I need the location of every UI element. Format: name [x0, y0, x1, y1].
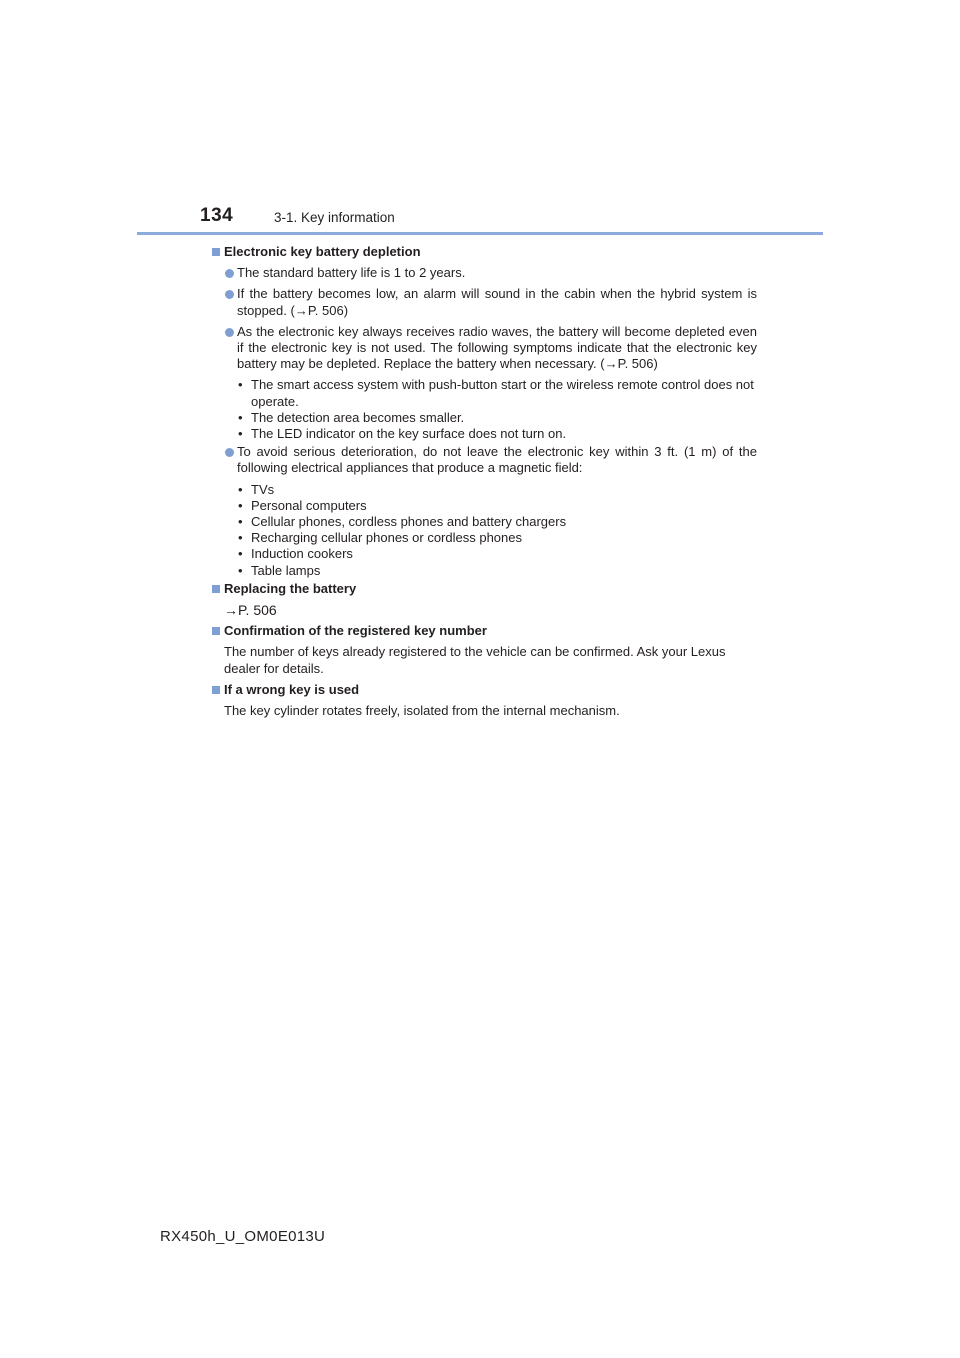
item-text: To avoid serious deterioration, do not leave the electronic key within 3 ft. (1 m) of the following electrical appliances that produce a magnetic field: [237, 444, 757, 476]
sub-list-item: • Induction cookers [238, 546, 353, 562]
section-heading: If a wrong key is used [212, 682, 757, 698]
body-paragraph: The key cylinder rotates freely, isolated from the internal mechanism. [224, 703, 620, 719]
sub-list-item: • The detection area becomes smaller. [238, 409, 465, 425]
list-item [212, 286, 757, 318]
sub-list-item: • Personal computers [238, 497, 367, 513]
item-text: If the battery becomes low, an alarm will sound in the cabin when the hybrid system is stopped. (→P. 506) [237, 286, 757, 318]
list-item [212, 265, 757, 281]
square-bullet-icon [212, 248, 220, 256]
sub-list-item: • The LED indicator on the key surface does not turn on. [238, 426, 567, 442]
header-rule [137, 232, 823, 235]
body-paragraph: The number of keys already registered to the vehicle can be confirmed. Ask your Lexus dealer for details. [224, 644, 726, 676]
section-title: 3-1. Key information [274, 210, 395, 225]
list-item [212, 324, 757, 373]
appliance-list [237, 482, 757, 579]
list-item [212, 444, 757, 476]
round-bullet-icon [225, 448, 234, 457]
symptom-list [237, 377, 757, 442]
page-number: 134 [200, 205, 234, 226]
sub-list-item: • Cellular phones, cordless phones and battery chargers [238, 514, 567, 530]
sub-list-item: • Table lamps [238, 562, 321, 578]
sub-list-item: • Recharging cellular phones or cordless phones [238, 530, 522, 546]
square-bullet-icon [212, 686, 220, 694]
round-bullet-icon [225, 269, 234, 278]
page-header [200, 205, 820, 229]
page-content [212, 244, 757, 724]
square-bullet-icon [212, 627, 220, 635]
section-heading: Electronic key battery depletion [212, 244, 757, 260]
item-text: As the electronic key always receives radio waves, the battery will become depleted even if the electronic key is not used. The following symptoms indicate that the electronic key battery may be depleted. Replace the battery when necessary. (→P. 506) [237, 323, 757, 372]
page-reference: →P. 506 [224, 602, 277, 619]
section-heading: Confirmation of the registered key number [212, 623, 757, 639]
item-text: The standard battery life is 1 to 2 years. [237, 265, 466, 281]
sub-list-item: • The smart access system with push-button start or the wireless remote control does not operate. [238, 377, 754, 409]
round-bullet-icon [225, 328, 234, 337]
square-bullet-icon [212, 585, 220, 593]
section-heading: Replacing the battery [212, 581, 757, 597]
model-code: RX450h_U_OM0E013U [160, 1228, 326, 1245]
round-bullet-icon [225, 290, 234, 299]
sub-list-item: • TVs [238, 481, 275, 497]
